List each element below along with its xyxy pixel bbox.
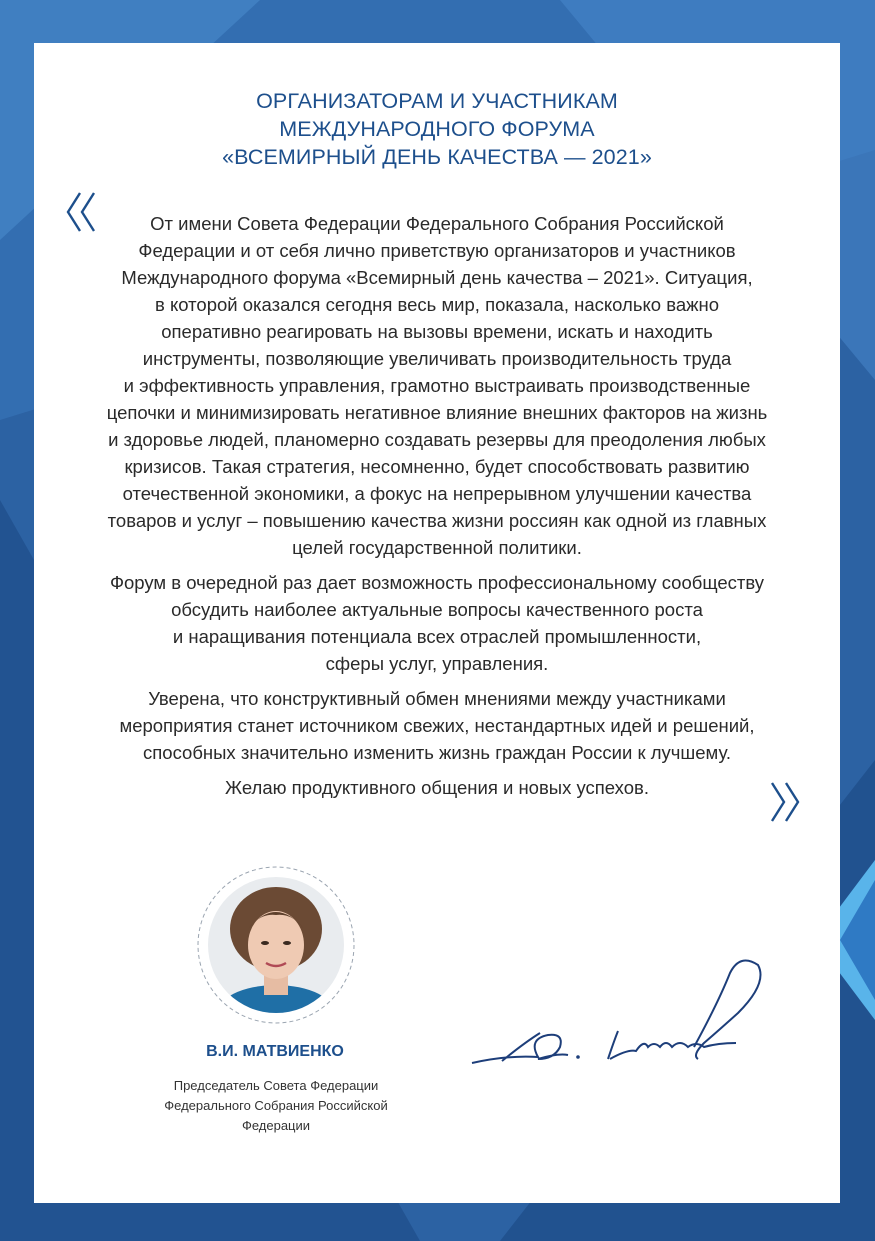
title-line-1: ОРГАНИЗАТОРАМ И УЧАСТНИКАМ bbox=[256, 89, 618, 113]
paragraph-3 bbox=[58, 685, 816, 766]
text-line: Международного форума «Всемирный день качества – 2021». Ситуация, bbox=[121, 267, 753, 288]
text-line: и здоровье людей, планомерно создавать резервы для преодоления любых bbox=[108, 429, 766, 450]
signer-role-line: Федерального Собрания Российской bbox=[164, 1098, 388, 1113]
title-line-3: «ВСЕМИРНЫЙ ДЕНЬ КАЧЕСТВА — 2021» bbox=[222, 145, 652, 169]
text-line: в которой оказался сегодня весь мир, показала, насколько важно bbox=[154, 294, 719, 315]
paragraph-2 bbox=[58, 569, 816, 677]
text-line: Желаю продуктивного общения и новых успехов. bbox=[225, 777, 649, 798]
text-line: мероприятия станет источником свежих, нестандартных идей и решений, bbox=[119, 715, 755, 736]
letter-title bbox=[34, 87, 840, 171]
text-line: сферы услуг, управления. bbox=[325, 653, 549, 674]
text-line: отечественной экономики, а фокус на непрерывном улучшении качества bbox=[122, 483, 752, 504]
text-line: Уверена, что конструктивный обмен мнениями между участниками bbox=[148, 688, 726, 709]
text-line: оперативно реагировать на вызовы времени, искать и находить bbox=[161, 321, 713, 342]
signer-role bbox=[126, 1076, 426, 1136]
avatar bbox=[196, 865, 356, 1025]
signer-role-line: Председатель Совета Федерации bbox=[173, 1078, 379, 1093]
title-line-2: МЕЖДУНАРОДНОГО ФОРУМА bbox=[279, 117, 595, 141]
paragraph-1 bbox=[58, 210, 816, 561]
text-line: От имени Совета Федерации Федерального Собрания Российской bbox=[150, 213, 724, 234]
letter-card bbox=[34, 43, 840, 1203]
text-line: цепочки и минимизировать негативное влияние внешних факторов на жизнь bbox=[106, 402, 768, 423]
paragraph-4 bbox=[58, 774, 816, 801]
text-line: целей государственной политики. bbox=[292, 537, 582, 558]
signer-name: В.И. МАТВИЕНКО bbox=[206, 1043, 344, 1060]
signer-role-line: Федерации bbox=[241, 1118, 311, 1133]
text-line: обсудить наиболее актуальные вопросы качественного роста bbox=[171, 599, 703, 620]
text-line: и эффективность управления, грамотно выстраивать производственные bbox=[123, 375, 751, 396]
text-line: кризисов. Такая стратегия, несомненно, будет способствовать развитию bbox=[124, 456, 750, 477]
text-line: инструменты, позволяющие увеличивать производительность труда bbox=[142, 348, 732, 369]
signature bbox=[468, 943, 768, 1073]
text-line: Федерации и от себя лично приветствую организаторов и участников bbox=[138, 240, 736, 261]
close-quote-icon bbox=[768, 781, 802, 823]
text-line: способных значительно изменить жизнь граждан России к лучшему. bbox=[143, 742, 731, 763]
text-line: товаров и услуг – повышению качества жизни россиян как одной из главных bbox=[107, 510, 767, 531]
text-line: и наращивания потенциала всех отраслей промышленности, bbox=[172, 626, 702, 647]
letter-body bbox=[58, 210, 816, 809]
text-line: Форум в очередной раз дает возможность профессиональному сообществу bbox=[109, 572, 765, 593]
